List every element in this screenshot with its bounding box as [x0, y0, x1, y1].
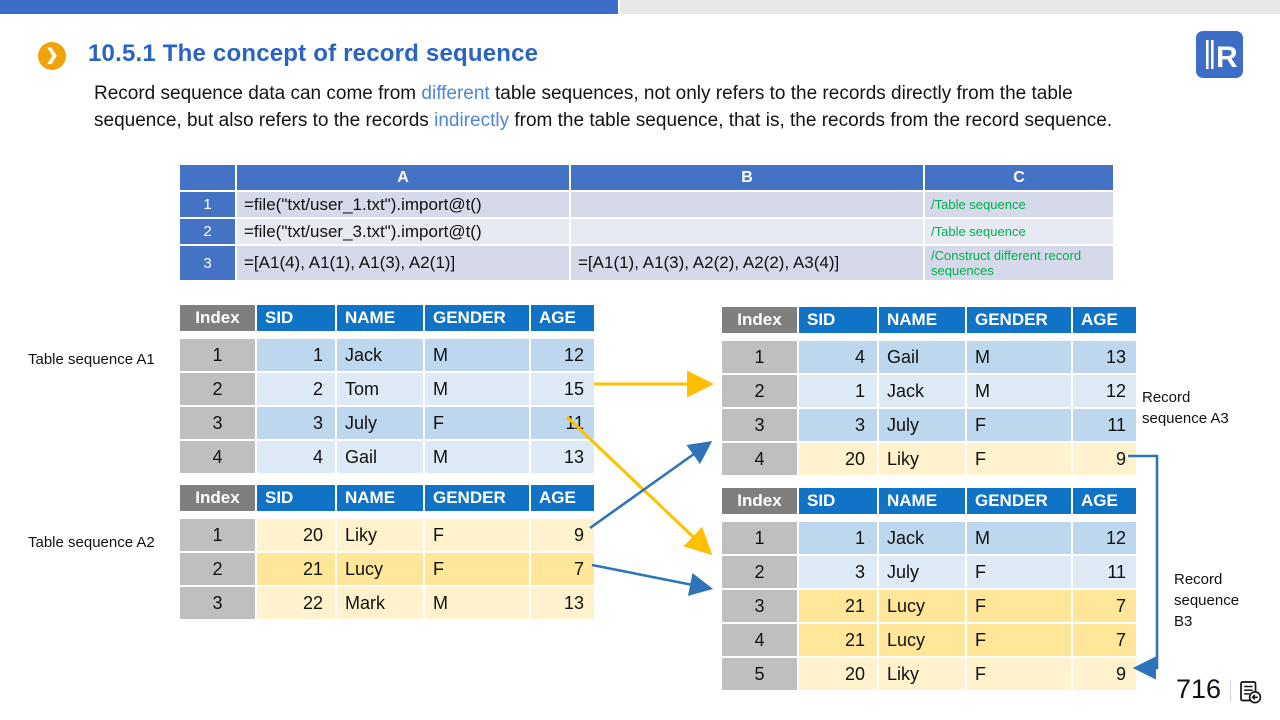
- col-header-index: Index: [180, 485, 255, 511]
- col-header-gender: GENDER: [425, 485, 529, 511]
- table-cell: 4: [799, 341, 877, 373]
- table-cell: M: [967, 341, 1071, 373]
- spreadsheet: [180, 165, 1113, 280]
- table-cell: Liky: [879, 443, 965, 475]
- table-cell: 12: [1073, 522, 1136, 554]
- table-cell: Jack: [337, 339, 423, 371]
- col-header-gender: GENDER: [425, 305, 529, 331]
- col-header-gender: GENDER: [967, 488, 1071, 514]
- table-cell: M: [425, 339, 529, 371]
- table-a3: [722, 307, 1136, 475]
- col-header-sid: SID: [799, 488, 877, 514]
- index-cell: 2: [180, 553, 255, 585]
- r-logo-icon: [1196, 31, 1243, 78]
- page-title: 10.5.1 The concept of record sequence: [88, 40, 539, 67]
- table-cell: 22: [257, 587, 335, 619]
- spreadsheet-comment-c2: /Table sequence: [925, 219, 1113, 244]
- index-cell: 3: [180, 587, 255, 619]
- table-cell: M: [425, 373, 529, 405]
- table-cell: 20: [799, 658, 877, 690]
- col-header-index: Index: [722, 488, 797, 514]
- table-cell: 4: [257, 441, 335, 473]
- table-a1: [180, 305, 594, 473]
- label-table-sequence-a1: Table sequence A1: [28, 351, 155, 368]
- label-record-sequence-b3: Record sequence B3: [1174, 571, 1240, 630]
- table-cell: 21: [799, 624, 877, 656]
- index-cell: 1: [722, 341, 797, 373]
- table-cell: 1: [257, 339, 335, 371]
- top-accent-bar: [0, 0, 618, 14]
- spreadsheet-col-header-a: A: [237, 165, 569, 190]
- table-cell: July: [337, 407, 423, 439]
- table-cell: 1: [799, 375, 877, 407]
- table-cell: 15: [531, 373, 594, 405]
- index-cell: 2: [180, 373, 255, 405]
- page-number: 716: [1176, 674, 1222, 704]
- table-cell: Lucy: [879, 590, 965, 622]
- table-cell: 13: [1073, 341, 1136, 373]
- index-cell: 1: [180, 519, 255, 551]
- col-header-index: Index: [722, 307, 797, 333]
- col-header-age: AGE: [531, 485, 594, 511]
- spreadsheet-col-header-c: C: [925, 165, 1113, 190]
- table-cell: 12: [1073, 375, 1136, 407]
- paragraph-text: from the table sequence, that is, the records from the record sequence.: [509, 110, 1113, 131]
- table-cell: F: [967, 409, 1071, 441]
- spreadsheet-row-number: 1: [180, 192, 235, 217]
- index-cell: 4: [722, 443, 797, 475]
- paragraph-text: table sequences, not only refers to the records directly from the table sequence, but also refers to the records: [94, 83, 1073, 131]
- table-cell: 20: [257, 519, 335, 551]
- table-cell: 7: [1073, 590, 1136, 622]
- brand-logo: [1196, 31, 1243, 78]
- table-cell: July: [879, 556, 965, 588]
- table-cell: Gail: [337, 441, 423, 473]
- table-cell: 21: [799, 590, 877, 622]
- col-header-age: AGE: [531, 305, 594, 331]
- table-cell: Jack: [879, 522, 965, 554]
- table-cell: Mark: [337, 587, 423, 619]
- spreadsheet-cell-a3: =[A1(4), A1(1), A1(3), A2(1)]: [237, 246, 569, 280]
- col-header-gender: GENDER: [967, 307, 1071, 333]
- table-cell: 13: [531, 587, 594, 619]
- table-cell: 7: [1073, 624, 1136, 656]
- table-cell: 3: [257, 407, 335, 439]
- spreadsheet-col-header-b: B: [571, 165, 923, 190]
- table-cell: M: [967, 375, 1071, 407]
- arrow-a2-to-a3: [590, 444, 708, 528]
- table-cell: 11: [1073, 556, 1136, 588]
- table-cell: M: [967, 522, 1071, 554]
- table-cell: 13: [531, 441, 594, 473]
- table-cell: F: [967, 590, 1071, 622]
- table-cell: 12: [531, 339, 594, 371]
- col-header-sid: SID: [257, 305, 335, 331]
- table-cell: 9: [531, 519, 594, 551]
- body-paragraph: [94, 80, 1162, 134]
- table-cell: 9: [1073, 658, 1136, 690]
- svg-text:R: R: [1216, 41, 1238, 74]
- spreadsheet-comment-c1: /Table sequence: [925, 192, 1113, 217]
- table-cell: Liky: [337, 519, 423, 551]
- col-header-age: AGE: [1073, 488, 1136, 514]
- index-cell: 3: [722, 590, 797, 622]
- spreadsheet-cell-b1: [571, 192, 923, 217]
- table-cell: 11: [1073, 409, 1136, 441]
- chevron-circle-icon: ❯: [38, 42, 66, 70]
- table-cell: 9: [1073, 443, 1136, 475]
- table-cell: F: [425, 407, 529, 439]
- col-header-name: NAME: [879, 488, 965, 514]
- index-cell: 4: [722, 624, 797, 656]
- table-cell: F: [967, 658, 1071, 690]
- table-cell: F: [425, 553, 529, 585]
- index-cell: 2: [722, 556, 797, 588]
- index-cell: 1: [722, 522, 797, 554]
- table-cell: 11: [531, 407, 594, 439]
- spreadsheet-cell-a1: =file("txt/user_1.txt").import@t(): [237, 192, 569, 217]
- table-cell: M: [425, 587, 529, 619]
- table-cell: 3: [799, 409, 877, 441]
- spreadsheet-row-number: 2: [180, 219, 235, 244]
- col-header-sid: SID: [257, 485, 335, 511]
- table-cell: Lucy: [879, 624, 965, 656]
- footer-divider: [1230, 680, 1231, 702]
- spreadsheet-corner: [180, 165, 235, 190]
- table-cell: F: [967, 624, 1071, 656]
- index-cell: 3: [180, 407, 255, 439]
- index-cell: 3: [722, 409, 797, 441]
- table-cell: M: [425, 441, 529, 473]
- table-cell: F: [425, 519, 529, 551]
- table-cell: 1: [799, 522, 877, 554]
- top-gray-bar: [620, 0, 1280, 14]
- table-cell: 2: [257, 373, 335, 405]
- col-header-index: Index: [180, 305, 255, 331]
- index-cell: 5: [722, 658, 797, 690]
- label-table-sequence-a2: Table sequence A2: [28, 534, 155, 551]
- table-a2: [180, 485, 594, 619]
- table-cell: Lucy: [337, 553, 423, 585]
- table-cell: 21: [257, 553, 335, 585]
- table-cell: Gail: [879, 341, 965, 373]
- arrow-a2-to-b3: [592, 565, 708, 588]
- spreadsheet-cell-b2: [571, 219, 923, 244]
- table-cell: Jack: [879, 375, 965, 407]
- index-cell: 2: [722, 375, 797, 407]
- spreadsheet-row-number: 3: [180, 246, 235, 280]
- table-cell: Liky: [879, 658, 965, 690]
- spreadsheet-cell-b3: =[A1(1), A1(3), A2(2), A2(2), A3(4)]: [571, 246, 923, 280]
- highlight-indirectly: indirectly: [434, 110, 510, 131]
- index-cell: 4: [180, 441, 255, 473]
- spreadsheet-cell-a2: =file("txt/user_3.txt").import@t(): [237, 219, 569, 244]
- col-header-name: NAME: [337, 485, 423, 511]
- table-cell: F: [967, 556, 1071, 588]
- col-header-name: NAME: [337, 305, 423, 331]
- table-cell: F: [967, 443, 1071, 475]
- toc-return-icon[interactable]: [1238, 680, 1262, 704]
- table-cell: July: [879, 409, 965, 441]
- paragraph-text: Record sequence data can come from: [94, 83, 422, 104]
- table-cell: 20: [799, 443, 877, 475]
- table-cell: 3: [799, 556, 877, 588]
- table-cell: Tom: [337, 373, 423, 405]
- spreadsheet-comment-c3: /Construct different record sequences: [925, 246, 1113, 280]
- index-cell: 1: [180, 339, 255, 371]
- highlight-different: different: [421, 83, 490, 104]
- col-header-name: NAME: [879, 307, 965, 333]
- col-header-sid: SID: [799, 307, 877, 333]
- col-header-age: AGE: [1073, 307, 1136, 333]
- label-record-sequence-a3: Record sequence A3: [1142, 389, 1229, 427]
- table-cell: 7: [531, 553, 594, 585]
- table-b3: [722, 488, 1136, 690]
